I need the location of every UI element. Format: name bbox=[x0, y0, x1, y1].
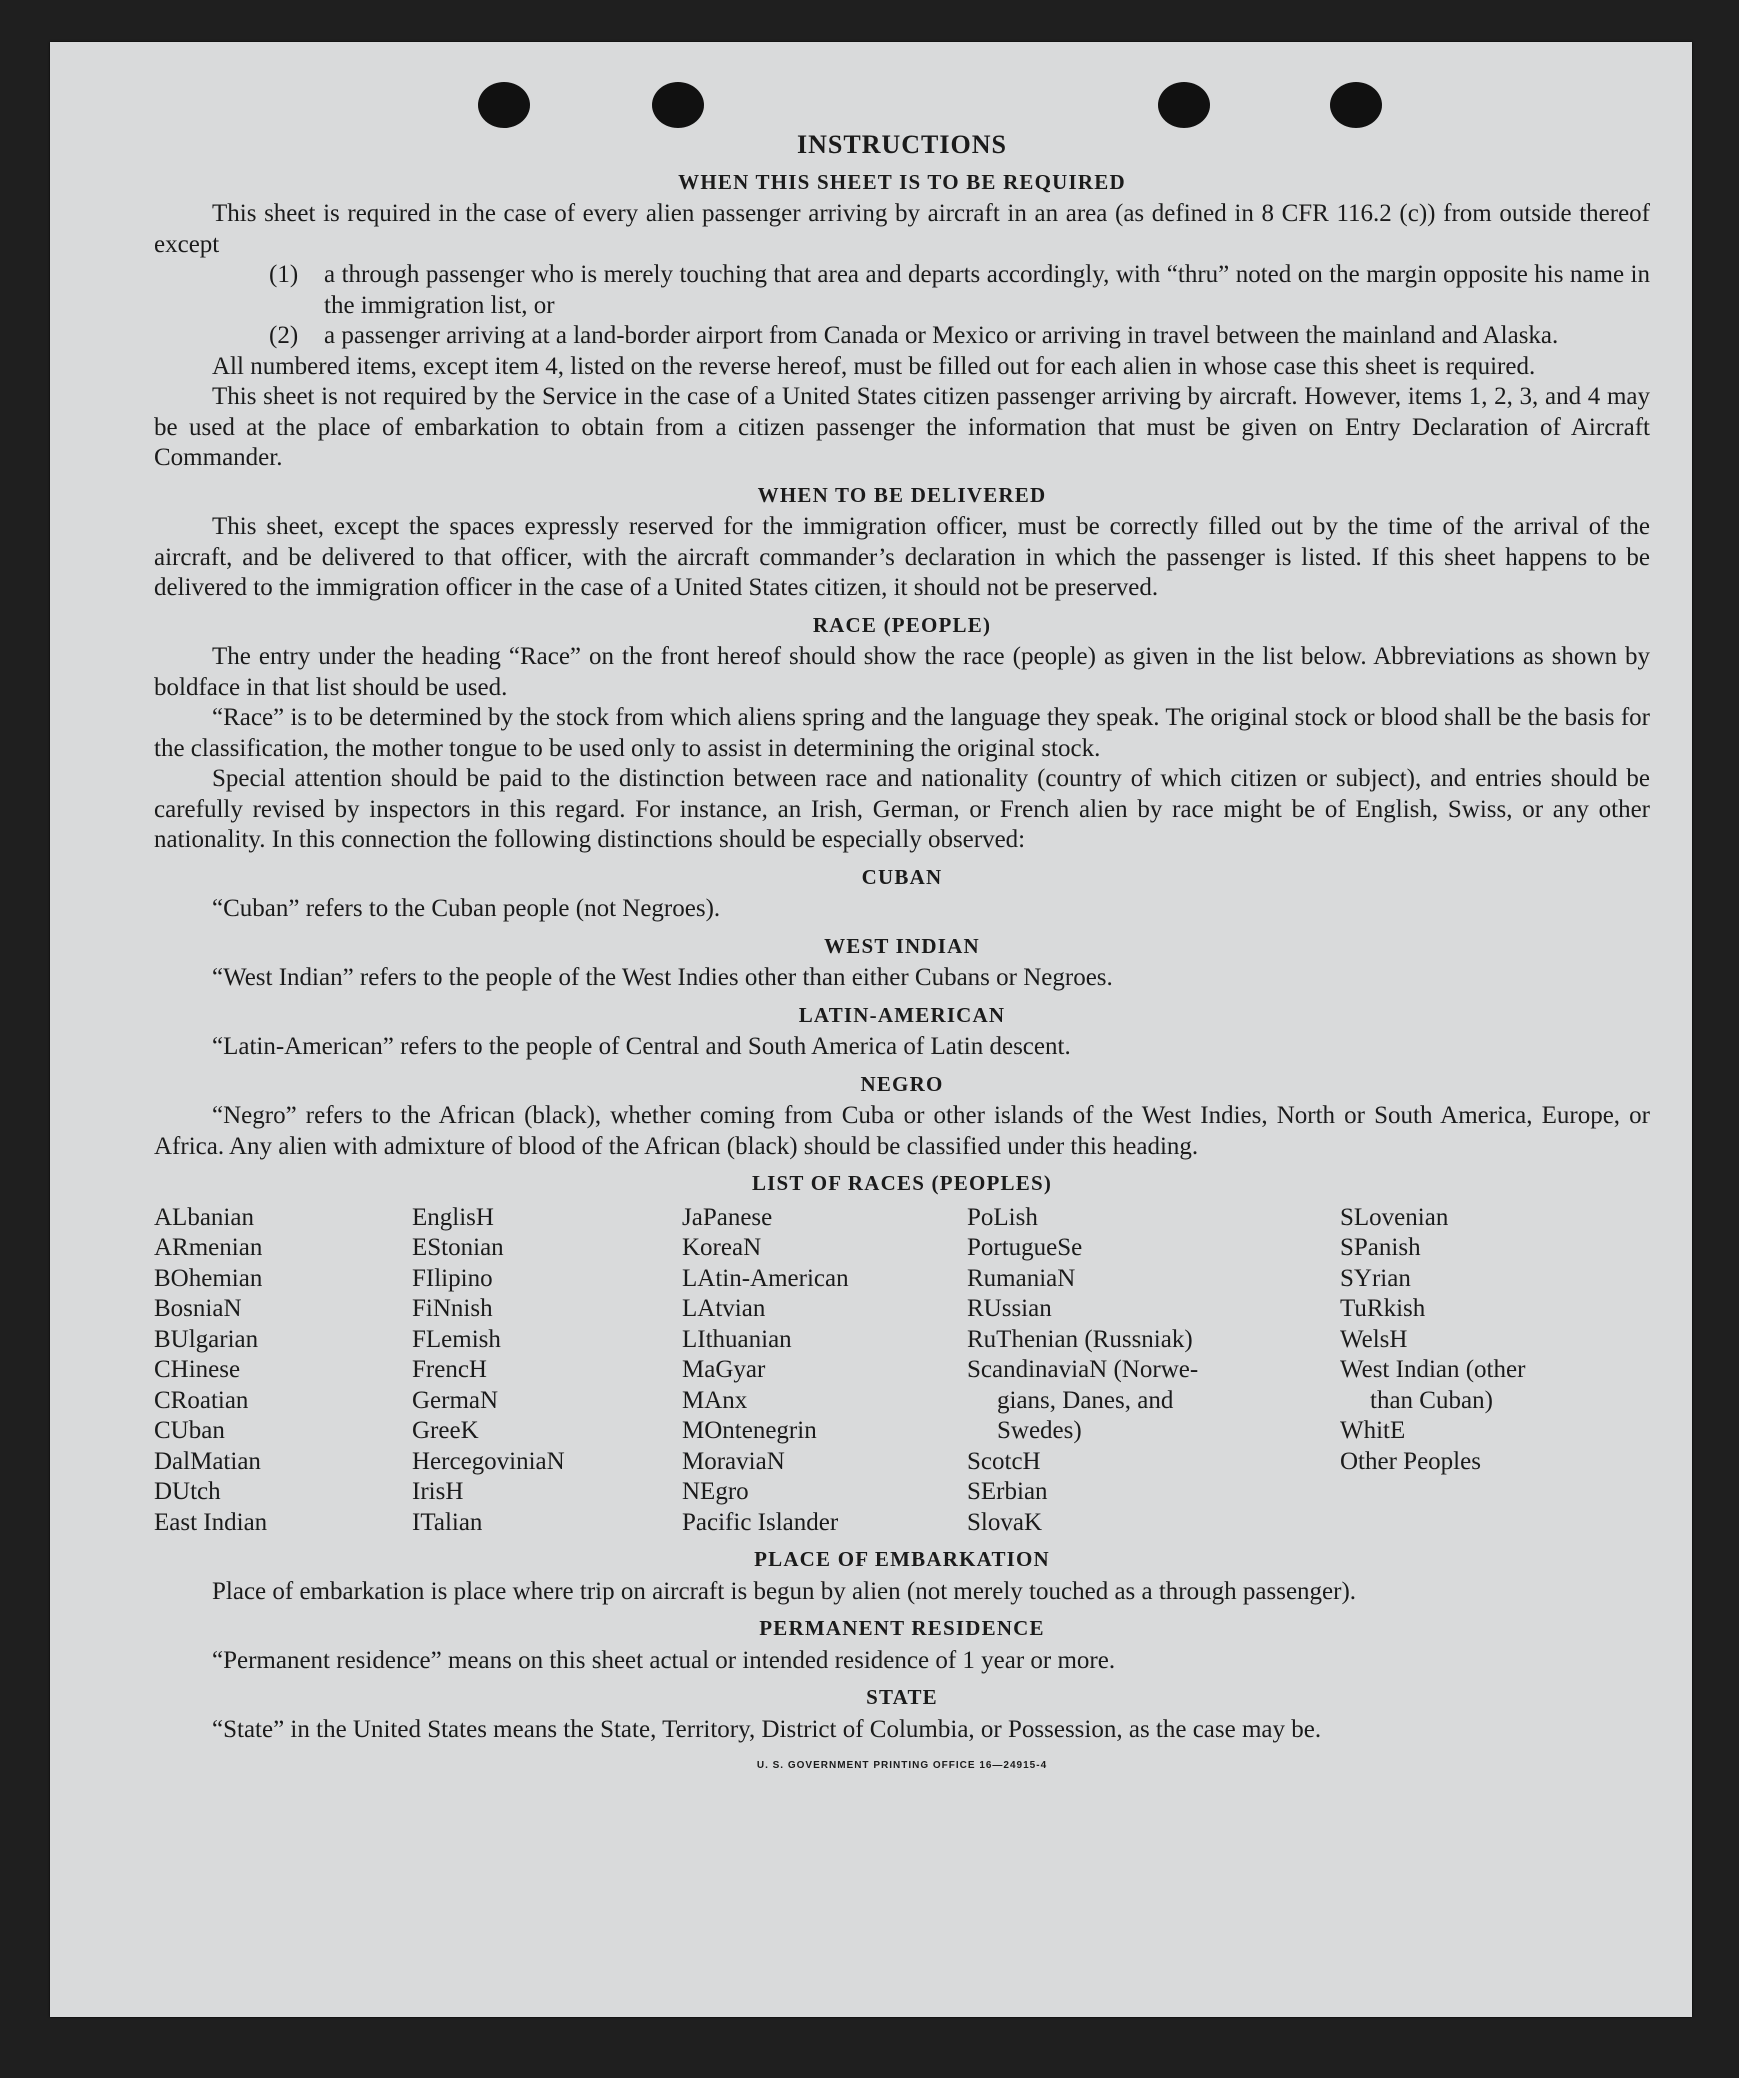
race-item: CRoatian bbox=[154, 1386, 249, 1414]
race-item: ALbanian bbox=[154, 1203, 254, 1231]
printer-imprint: U. S. GOVERNMENT PRINTING OFFICE 16—24915-4 bbox=[756, 1760, 1048, 1771]
race-item: DUtch bbox=[154, 1478, 221, 1505]
race-item: CHinese bbox=[154, 1356, 241, 1383]
race-column bbox=[967, 1203, 1340, 1539]
race-item: RUssian bbox=[967, 1295, 1052, 1322]
paragraph: This sheet is required in the case of every alien passenger arriving by aircraft in an area (as defined in 8 CFR 116.2 (c)) from outside thereof except bbox=[154, 200, 1650, 258]
list-item bbox=[269, 260, 1650, 321]
section-heading: RACE (PEOPLE) bbox=[812, 612, 992, 637]
list-item bbox=[269, 321, 1650, 352]
section-heading: WHEN TO BE DELIVERED bbox=[757, 482, 1047, 507]
paragraph: Place of embarkation is place where trip on aircraft is begun by alien (not merely touched as a through passenger). bbox=[212, 1577, 1357, 1605]
race-column bbox=[412, 1203, 682, 1539]
document-sheet bbox=[50, 42, 1692, 2017]
item-text: a passenger arriving at a land-border airport from Canada or Mexico or arriving in travel between the mainland and Alaska. bbox=[324, 322, 1559, 349]
section-heading: STATE bbox=[866, 1685, 938, 1709]
paragraph: Special attention should be paid to the distinction between race and nationality (country of which citizen or subject), and entries should be carefully revised by inspectors in this regard. For instance, an Irish, German, or French alien by race might be of English, Swiss, or any other nationality. In this connection the following distinctions should be especially observed: bbox=[154, 765, 1650, 853]
paragraph: The entry under the heading “Race” on the front hereof should show the race (people) as given in the list below. Abbreviations as shown by boldface in that list should be used. bbox=[154, 643, 1650, 701]
race-item: ITalian bbox=[412, 1508, 483, 1536]
race-item: MaGyar bbox=[682, 1356, 766, 1383]
punch-hole bbox=[1158, 82, 1210, 128]
race-item: MOntenegrin bbox=[682, 1417, 817, 1444]
race-item: West Indian (other bbox=[1340, 1356, 1526, 1383]
race-item: EStonian bbox=[412, 1234, 504, 1261]
race-item: SErbian bbox=[967, 1478, 1048, 1505]
race-item: East Indian bbox=[154, 1508, 268, 1536]
race-item: LAtvian bbox=[682, 1295, 766, 1322]
race-list bbox=[154, 1203, 1650, 1539]
document-body bbox=[154, 130, 1650, 1782]
race-item: EnglisH bbox=[412, 1203, 494, 1231]
race-item: FLemish bbox=[412, 1325, 501, 1353]
race-item: than Cuban) bbox=[1370, 1386, 1493, 1414]
paragraph: This sheet is not required by the Service in the case of a United States citizen passenger arriving by aircraft. However, items 1, 2, 3, and 4 may be used at the place of embarkation to obtain from a citizen passenger the information that must be given on Entry Declaration of Aircraft Commander. bbox=[154, 383, 1650, 471]
race-item: PortugueSe bbox=[967, 1234, 1083, 1261]
race-column bbox=[154, 1203, 412, 1539]
race-item: NEgro bbox=[682, 1478, 749, 1505]
race-item: SLovenian bbox=[1340, 1203, 1449, 1231]
section-heading: LIST OF RACES (PEOPLES) bbox=[751, 1171, 1053, 1195]
section-heading: WEST INDIAN bbox=[824, 933, 980, 958]
race-item: Other Peoples bbox=[1340, 1447, 1481, 1475]
race-item: ARmenian bbox=[154, 1234, 263, 1261]
section-heading: LATIN-AMERICAN bbox=[798, 1002, 1006, 1027]
paragraph: “Permanent residence” means on this sheet actual or intended residence of 1 year or more. bbox=[212, 1646, 1116, 1674]
race-item: IrisH bbox=[412, 1478, 464, 1505]
race-item: FiNnish bbox=[412, 1295, 493, 1322]
punch-hole bbox=[652, 82, 704, 128]
race-item: BOhemian bbox=[154, 1264, 263, 1292]
race-item: JaPanese bbox=[682, 1203, 773, 1231]
race-item: gians, Danes, and bbox=[997, 1386, 1174, 1414]
race-item: GreeK bbox=[412, 1417, 479, 1444]
race-item: GermaN bbox=[412, 1386, 499, 1414]
item-number: (2) bbox=[269, 322, 299, 349]
section-heading: NEGRO bbox=[860, 1071, 944, 1096]
race-item: MoraviaN bbox=[682, 1447, 785, 1475]
race-item: LIthuanian bbox=[682, 1325, 792, 1353]
race-item: WhitE bbox=[1340, 1417, 1406, 1444]
race-item: RuThenian (Russniak) bbox=[967, 1325, 1193, 1353]
race-item: MAnx bbox=[682, 1386, 748, 1414]
paragraph: “Race” is to be determined by the stock from which aliens spring and the language they speak. The original stock or blood shall be the basis for the classification, the mother tongue to be used only to assist in determining the original stock. bbox=[154, 704, 1650, 762]
race-item: RumaniaN bbox=[967, 1264, 1076, 1292]
race-item: ScandinaviaN (Norwe- bbox=[967, 1356, 1199, 1383]
item-text: a through passenger who is merely touching that area and departs accordingly, with “thru” noted on the margin opposite his name in the immigration list, or bbox=[324, 261, 1650, 319]
paragraph: This sheet, except the spaces expressly reserved for the immigration officer, must be correctly filled out by the time of the arrival of the aircraft, and be delivered to that officer, with the aircraft commander’s declaration in which the passenger is listed. If this sheet happens to be delivered to the immigration officer in the case of a United States citizen, it should not be preserved. bbox=[154, 513, 1650, 601]
section-heading: PERMANENT RESIDENCE bbox=[759, 1616, 1045, 1640]
paragraph: “State” in the United States means the State, Territory, District of Columbia, or Possession, as the case may be. bbox=[212, 1715, 1322, 1743]
race-item: FIlipino bbox=[412, 1264, 493, 1292]
race-item: Pacific Islander bbox=[682, 1508, 839, 1536]
paragraph: “Latin-American” refers to the people of Central and South America of Latin descent. bbox=[212, 1033, 1071, 1060]
race-item: CUban bbox=[154, 1417, 225, 1444]
section-heading: CUBAN bbox=[861, 864, 943, 889]
paragraph: “West Indian” refers to the people of the West Indies other than either Cubans or Negroes. bbox=[212, 964, 1113, 991]
race-item: SPanish bbox=[1340, 1234, 1421, 1261]
race-item: SYrian bbox=[1340, 1264, 1411, 1292]
race-item: PoLish bbox=[967, 1203, 1038, 1231]
race-item: DalMatian bbox=[154, 1447, 261, 1475]
race-item: LAtin-American bbox=[682, 1264, 849, 1292]
paragraph: “Cuban” refers to the Cuban people (not Negroes). bbox=[212, 895, 721, 922]
item-number: (1) bbox=[269, 261, 299, 288]
race-item: Swedes) bbox=[997, 1417, 1082, 1444]
section-heading: PLACE OF EMBARKATION bbox=[754, 1547, 1050, 1571]
race-item: ScotcH bbox=[967, 1447, 1041, 1475]
race-item: HercegoviniaN bbox=[412, 1447, 565, 1475]
section-heading: WHEN THIS SHEET IS TO BE REQUIRED bbox=[678, 169, 1126, 194]
race-item: BosniaN bbox=[154, 1295, 242, 1322]
punch-hole bbox=[478, 82, 530, 128]
punch-hole bbox=[1330, 82, 1382, 128]
race-column bbox=[682, 1203, 967, 1539]
race-item: WelsH bbox=[1340, 1325, 1408, 1353]
race-item: SlovaK bbox=[967, 1508, 1042, 1536]
race-item: FrencH bbox=[412, 1356, 487, 1383]
race-item: TuRkish bbox=[1340, 1295, 1426, 1322]
paragraph: “Negro” refers to the African (black), whether coming from Cuba or other islands of the West Indies, North or South America, Europe, or Africa. Any alien with admixture of blood of the African (black) should be classified under this heading. bbox=[154, 1102, 1650, 1160]
paragraph: All numbered items, except item 4, listed on the reverse hereof, must be filled out for each alien in whose case this sheet is required. bbox=[212, 352, 1536, 380]
race-column bbox=[1340, 1203, 1650, 1539]
race-item: BUlgarian bbox=[154, 1325, 259, 1353]
race-item: KoreaN bbox=[682, 1234, 762, 1261]
page-title: INSTRUCTIONS bbox=[797, 130, 1007, 159]
